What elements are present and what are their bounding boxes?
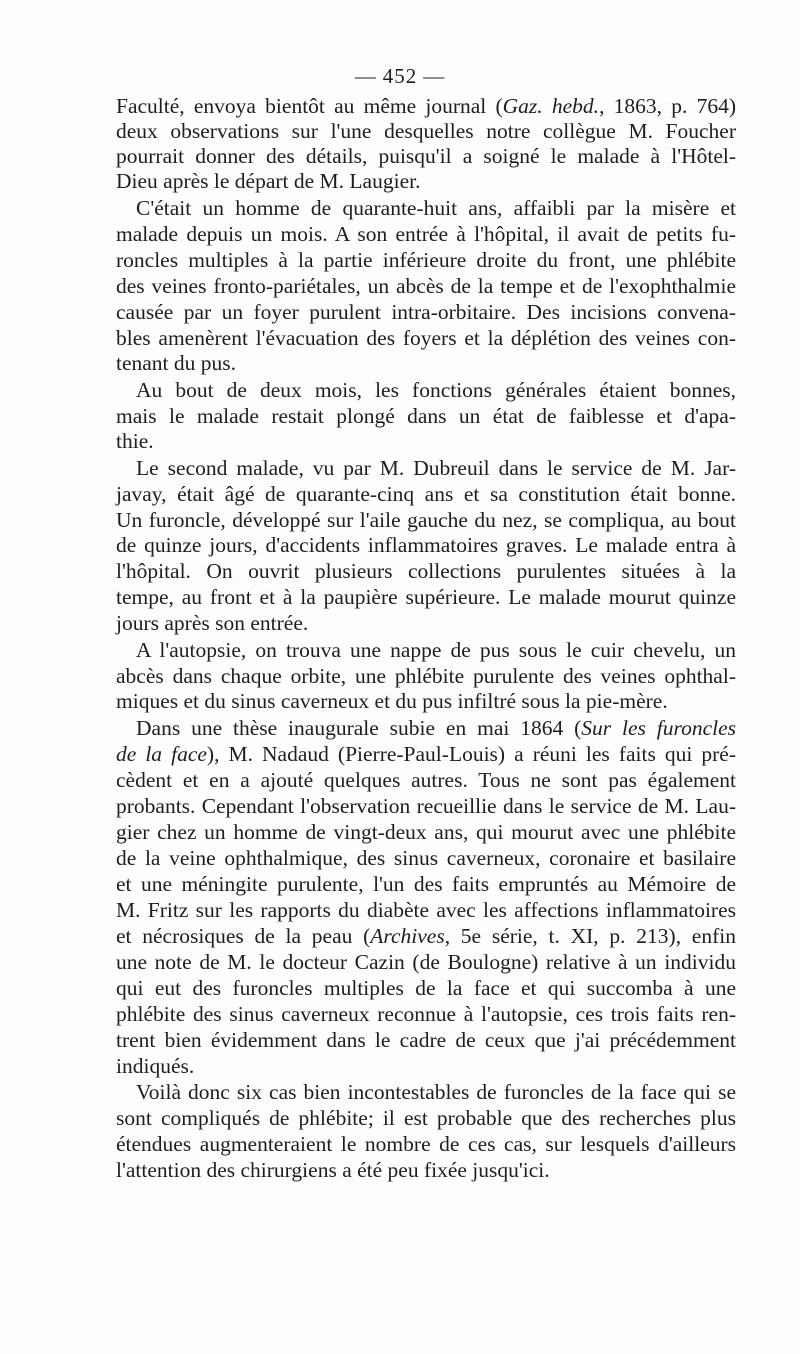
text-segment: l'hôpital. On ouvrit plusieurs collections purulentes situées à la [116, 559, 736, 583]
text-line [116, 299, 736, 325]
text-segment: C'était un homme de quarante-huit ans, affaibli par la misère et [136, 196, 736, 220]
text-segment: des veines fronto-pariétales, un abcès de la tempe et de l'exophthalmie [116, 274, 736, 298]
text-segment: une note de M. le docteur Cazin (de Boulogne) relative à un individu [116, 950, 736, 974]
text-segment: deux observations sur l'une desquelles notre collègue M. Foucher [116, 119, 736, 143]
text-line [116, 663, 736, 689]
text-line [116, 403, 736, 429]
text-line [116, 845, 736, 871]
text-line [116, 143, 736, 169]
text-segment: Dans une thèse inaugurale subie en mai 1864 ( [136, 716, 582, 740]
text-line [116, 923, 736, 949]
text-line [116, 819, 736, 845]
text-segment: bles amenèrent l'évacuation des foyers et la déplétion des veines con- [116, 326, 736, 350]
text-segment: Faculté, envoya bientôt au même journal ( [116, 94, 503, 118]
text-line [136, 715, 736, 741]
text-segment: de la veine ophthalmique, des sinus caverneux, coronaire et basilaire [116, 846, 736, 870]
italic-text: Sur les furoncles [581, 716, 736, 740]
text-line [116, 273, 736, 299]
text-line [116, 975, 736, 1001]
text-segment: tempe, au front et à la paupière supérieure. Le malade mourut quinze [116, 585, 736, 609]
italic-text: Gaz. hebd. [502, 94, 600, 118]
text-segment: l'attention des chirurgiens a été peu fixée jusqu'ici. [116, 1158, 550, 1182]
text-line [116, 558, 736, 584]
italic-text: de la face [116, 742, 207, 766]
text-line [136, 637, 736, 663]
text-segment: gier chez un homme de vingt-deux ans, qui mourut avec une phlébite [116, 820, 736, 844]
text-segment: malade depuis un mois. A son entrée à l'hôpital, il avait de petits fu- [116, 222, 736, 246]
text-line [116, 949, 736, 975]
text-segment: tenant du pus. [116, 351, 237, 375]
text-line [116, 350, 736, 376]
text-line [116, 1027, 736, 1053]
text-line [136, 1079, 736, 1105]
text-segment: étendues augmenteraient le nombre de ces cas, sur lesquels d'ailleurs [116, 1132, 736, 1156]
header-dash-left: — [354, 64, 377, 88]
text-segment: et une méningite purulente, l'un des faits empruntés au Mémoire de [116, 872, 736, 896]
text-line [116, 428, 736, 454]
text-line [116, 793, 736, 819]
text-line [116, 481, 736, 507]
text-segment: M. Fritz sur les rapports du diabète avec les affections inflammatoires [116, 898, 736, 922]
text-line [116, 1131, 736, 1157]
text-segment: , 1863, p. 764) [599, 94, 736, 118]
text-line [116, 688, 736, 714]
text-segment: Dieu après le départ de M. Laugier. [116, 169, 421, 193]
text-segment: ), M. Nadaud (Pierre-Paul-Louis) a réuni les faits qui pré- [206, 742, 737, 766]
text-segment: sont compliqués de phlébite; il est probable que des recherches plus [116, 1106, 736, 1130]
text-line [116, 93, 736, 119]
text-line [116, 118, 736, 144]
text-line [116, 1157, 736, 1183]
text-segment: et nécrosiques de la peau ( [116, 924, 371, 948]
text-segment: javay, était âgé de quarante-cinq ans et sa constitution était bonne. [116, 482, 736, 506]
text-line [116, 168, 736, 194]
text-line [136, 455, 736, 481]
text-segment: pourrait donner des détails, puisqu'il a soigné le malade à l'Hôtel- [116, 144, 736, 168]
text-line [116, 325, 736, 351]
text-line [116, 1053, 736, 1079]
text-line [116, 247, 736, 273]
text-line [116, 741, 736, 767]
text-segment: causée par un foyer purulent intra-orbitaire. Des incisions convena- [116, 300, 736, 324]
text-line [116, 767, 736, 793]
text-segment: jours après son entrée. [116, 611, 309, 635]
text-segment: indiqués. [116, 1054, 195, 1078]
text-line [116, 1105, 736, 1131]
page-header [0, 64, 800, 89]
text-segment: Un furoncle, développé sur l'aile gauche du nez, se compliqua, au bout [116, 508, 736, 532]
text-segment: mais le malade restait plongé dans un état de faiblesse et d'apa- [116, 404, 736, 428]
text-segment: Voilà donc six cas bien incontestables de furoncles de la face qui se [136, 1080, 736, 1104]
page-number: 452 [382, 64, 418, 88]
text-line [116, 1001, 736, 1027]
text-segment: cèdent et en a ajouté quelques autres. Tous ne sont pas également [116, 768, 736, 792]
text-segment: , 5e série, t. XI, p. 213), enfin [444, 924, 736, 948]
text-segment: abcès dans chaque orbite, une phlébite purulente des veines ophthal- [116, 664, 736, 688]
text-segment: roncles multiples à la partie inférieure droite du front, une phlébite [116, 248, 736, 272]
text-segment: thie. [116, 429, 154, 453]
text-segment: A l'autopsie, on trouva une nappe de pus sous le cuir chevelu, un [136, 638, 736, 662]
text-segment: trent bien évidemment dans le cadre de ceux que j'ai précédemment [116, 1028, 736, 1052]
text-segment: Le second malade, vu par M. Dubreuil dans le service de M. Jar- [136, 456, 736, 480]
text-segment: miques et du sinus caverneux et du pus infiltré sous la pie-mère. [116, 689, 668, 713]
text-segment: phlébite des sinus caverneux reconnue à l'autopsie, ces trois faits ren- [116, 1002, 736, 1026]
text-line [116, 584, 736, 610]
text-line [116, 507, 736, 533]
text-segment: de quinze jours, d'accidents inflammatoires graves. Le malade entra à [116, 533, 736, 557]
text-line [116, 871, 736, 897]
text-segment: Au bout de deux mois, les fonctions générales étaient bonnes, [136, 378, 736, 402]
text-line [116, 532, 736, 558]
text-line [116, 610, 736, 636]
italic-text: Archives [370, 924, 445, 948]
text-line [116, 221, 736, 247]
text-line [116, 897, 736, 923]
header-dash-right: — [423, 64, 446, 88]
text-line [136, 377, 736, 403]
text-segment: qui eut des furoncles multiples de la face et qui succomba à une [116, 976, 736, 1000]
text-line [136, 195, 736, 221]
text-segment: probants. Cependant l'observation recueillie dans le service de M. Lau- [116, 794, 736, 818]
